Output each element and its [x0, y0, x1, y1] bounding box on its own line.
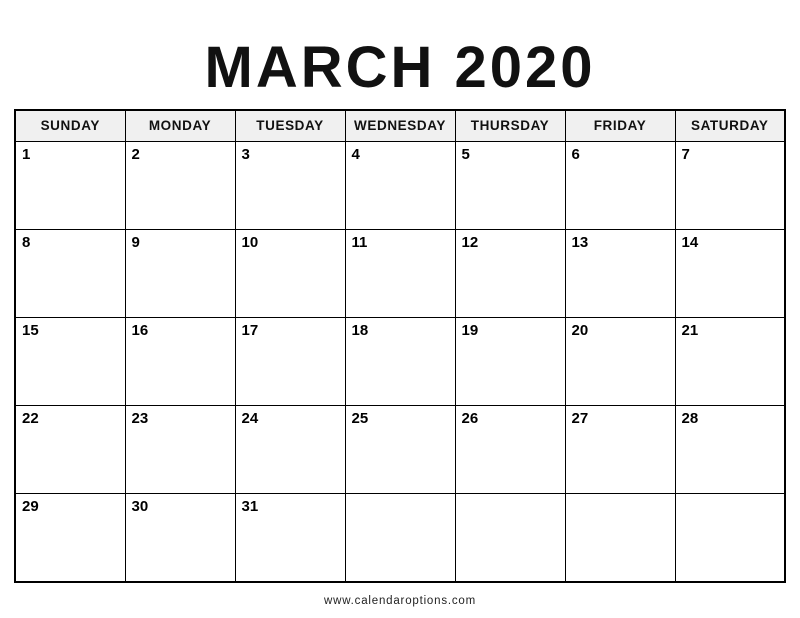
calendar-week-row — [15, 317, 785, 405]
day-cell-empty — [455, 493, 565, 582]
calendar-table — [14, 109, 786, 583]
day-number: 1 — [22, 145, 31, 163]
day-cell[interactable] — [675, 229, 785, 317]
day-cell[interactable] — [455, 405, 565, 493]
day-cell[interactable] — [345, 141, 455, 229]
day-number: 18 — [351, 321, 369, 339]
day-number: 4 — [351, 145, 360, 163]
calendar-body — [15, 141, 785, 582]
day-number: 2 — [131, 145, 140, 163]
day-number: 3 — [241, 145, 250, 163]
day-number: 21 — [681, 321, 699, 339]
day-cell[interactable] — [125, 317, 235, 405]
weekday-header-monday: MONDAY — [125, 110, 235, 142]
calendar-week-row — [15, 493, 785, 582]
day-number: 27 — [571, 409, 589, 427]
weekday-header-saturday: SATURDAY — [675, 110, 785, 142]
day-number: 25 — [351, 409, 369, 427]
day-cell[interactable] — [125, 141, 235, 229]
day-cell[interactable] — [15, 493, 125, 582]
day-number: 22 — [22, 409, 39, 427]
day-cell[interactable] — [345, 229, 455, 317]
day-cell-empty — [565, 493, 675, 582]
day-cell[interactable] — [15, 317, 125, 405]
weekday-header-sunday: SUNDAY — [15, 110, 125, 142]
day-cell[interactable] — [455, 317, 565, 405]
day-number: 24 — [241, 409, 259, 427]
day-cell-empty — [675, 493, 785, 582]
weekday-header-wednesday: WEDNESDAY — [345, 110, 455, 142]
day-number: 7 — [681, 145, 690, 163]
calendar-week-row — [15, 229, 785, 317]
day-cell[interactable] — [455, 141, 565, 229]
day-number: 12 — [461, 233, 479, 251]
day-cell[interactable] — [675, 141, 785, 229]
day-cell[interactable] — [125, 405, 235, 493]
day-number: 8 — [22, 233, 31, 251]
calendar-week-row — [15, 141, 785, 229]
day-cell[interactable] — [565, 405, 675, 493]
day-cell[interactable] — [235, 493, 345, 582]
day-number: 17 — [241, 321, 259, 339]
weekday-header-friday: FRIDAY — [565, 110, 675, 142]
page-title: MARCH 2020 — [204, 35, 596, 100]
weekday-header-thursday: THURSDAY — [455, 110, 565, 142]
weekday-header-tuesday: TUESDAY — [235, 110, 345, 142]
day-cell[interactable] — [455, 229, 565, 317]
day-number: 23 — [131, 409, 149, 427]
day-number: 19 — [461, 321, 479, 339]
day-cell[interactable] — [125, 493, 235, 582]
day-number: 30 — [131, 497, 149, 515]
day-number: 9 — [131, 233, 140, 251]
day-cell[interactable] — [675, 405, 785, 493]
day-number: 13 — [571, 233, 589, 251]
day-number: 5 — [461, 145, 470, 163]
day-cell[interactable] — [345, 405, 455, 493]
day-cell[interactable] — [345, 317, 455, 405]
day-number: 14 — [681, 233, 699, 251]
day-cell[interactable] — [15, 141, 125, 229]
calendar-week-row — [15, 405, 785, 493]
day-cell[interactable] — [565, 317, 675, 405]
day-cell[interactable] — [565, 229, 675, 317]
day-number: 31 — [241, 497, 259, 515]
day-number: 6 — [571, 145, 580, 163]
calendar-container — [14, 109, 786, 583]
day-number: 28 — [681, 409, 699, 427]
day-cell[interactable] — [125, 229, 235, 317]
day-number: 16 — [131, 321, 149, 339]
day-number: 20 — [571, 321, 589, 339]
day-cell[interactable] — [235, 405, 345, 493]
day-cell[interactable] — [565, 141, 675, 229]
day-cell[interactable] — [15, 229, 125, 317]
day-cell[interactable] — [235, 141, 345, 229]
day-number: 29 — [22, 497, 39, 515]
footer-website: www.calendaroptions.com — [324, 594, 476, 607]
day-cell[interactable] — [235, 317, 345, 405]
day-cell[interactable] — [15, 405, 125, 493]
day-number: 10 — [241, 233, 259, 251]
calendar-header-row — [15, 110, 785, 142]
day-cell-empty — [345, 493, 455, 582]
day-number: 26 — [461, 409, 479, 427]
day-cell[interactable] — [235, 229, 345, 317]
day-cell[interactable] — [675, 317, 785, 405]
day-number: 11 — [351, 233, 368, 251]
day-number: 15 — [22, 321, 39, 339]
